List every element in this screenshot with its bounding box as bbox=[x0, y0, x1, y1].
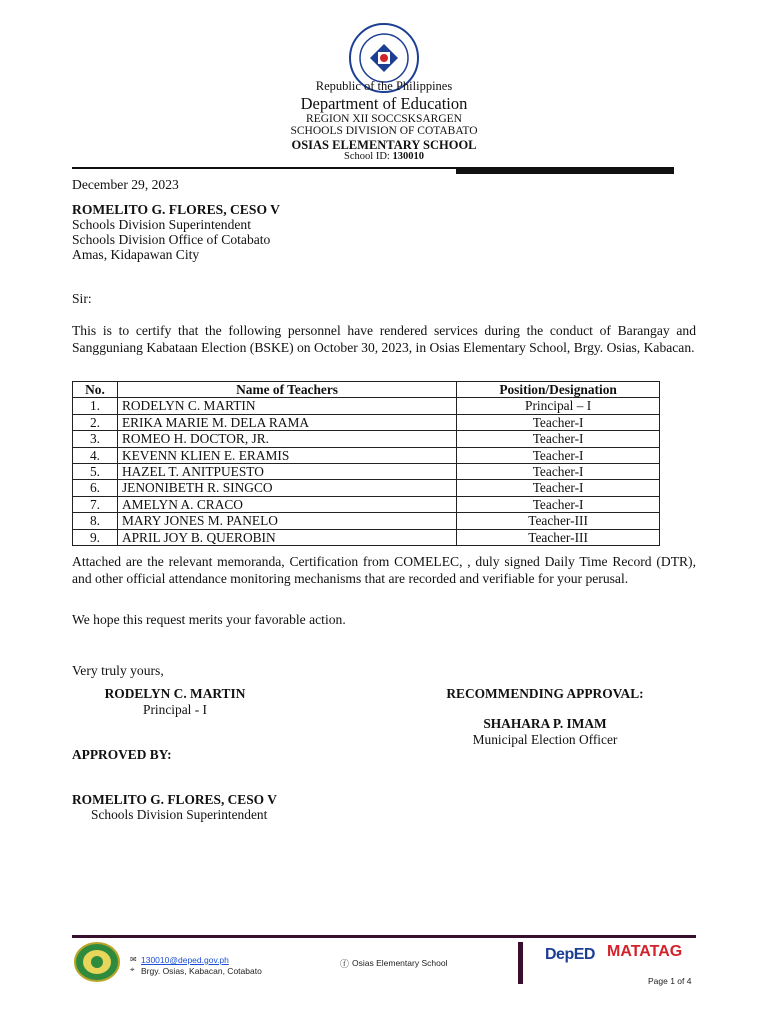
row-no: 2. bbox=[73, 414, 118, 430]
table-row bbox=[73, 447, 660, 463]
row-position: Teacher-III bbox=[457, 529, 660, 545]
salutation: Sir: bbox=[72, 291, 92, 306]
table-row bbox=[73, 513, 660, 529]
table-header-row bbox=[73, 382, 660, 398]
row-no: 6. bbox=[73, 480, 118, 496]
email-icon: ✉ bbox=[130, 955, 137, 964]
addressee-line-3: Amas, Kidapawan City bbox=[72, 247, 200, 262]
col-header-no: No. bbox=[73, 382, 118, 398]
row-name: RODELYN C. MARTIN bbox=[117, 398, 456, 414]
department-line: Department of Education bbox=[300, 94, 468, 113]
row-name: MARY JONES M. PANELO bbox=[117, 513, 456, 529]
approver-title: Schools Division Superintendent bbox=[91, 807, 268, 822]
school-id-value: 130010 bbox=[392, 151, 424, 162]
row-name: JENONIBETH R. SINGCO bbox=[117, 480, 456, 496]
recommender-title: Municipal Election Officer bbox=[472, 732, 618, 747]
approver-name: ROMELITO G. FLORES, CESO V bbox=[72, 792, 277, 807]
row-no: 4. bbox=[73, 447, 118, 463]
addressee-line-2: Schools Division Office of Cotabato bbox=[72, 232, 271, 247]
table-row bbox=[73, 480, 660, 496]
recommending-approval-label: RECOMMENDING APPROVAL: bbox=[446, 686, 644, 701]
col-header-position: Position/Designation bbox=[457, 382, 660, 398]
approved-by-label: APPROVED BY: bbox=[72, 747, 172, 762]
recommender-name: SHAHARA P. IMAM bbox=[483, 716, 607, 731]
school-name: OSIAS ELEMENTARY SCHOOL bbox=[291, 138, 477, 152]
row-no: 9. bbox=[73, 529, 118, 545]
deped-logo: DepED bbox=[545, 946, 595, 963]
row-no: 5. bbox=[73, 464, 118, 480]
school-logo bbox=[74, 942, 120, 982]
division-line: SCHOOLS DIVISION OF COTABATO bbox=[290, 125, 478, 137]
location-pin-icon: ⌖ bbox=[130, 965, 135, 974]
row-no: 8. bbox=[73, 513, 118, 529]
row-position: Teacher-I bbox=[457, 431, 660, 447]
republic-line: Republic of the Philippines bbox=[315, 79, 453, 93]
facebook-icon: ⓕ bbox=[340, 959, 350, 969]
school-id-line bbox=[0, 152, 768, 163]
row-name: KEVENN KLIEN E. ERAMIS bbox=[117, 447, 456, 463]
row-position: Principal – I bbox=[457, 398, 660, 414]
table-row bbox=[73, 414, 660, 430]
letter-date: December 29, 2023 bbox=[72, 177, 179, 192]
row-position: Teacher-I bbox=[457, 480, 660, 496]
email-link[interactable]: 130010@deped.gov.ph bbox=[141, 955, 229, 965]
row-name: HAZEL T. ANITPUESTO bbox=[117, 464, 456, 480]
school-id-label: School ID: bbox=[344, 151, 390, 162]
table-row bbox=[73, 464, 660, 480]
table-row bbox=[73, 529, 660, 545]
row-name: ROMEO H. DOCTOR, JR. bbox=[117, 431, 456, 447]
row-position: Teacher-I bbox=[457, 447, 660, 463]
closing-line: Very truly yours, bbox=[72, 663, 164, 678]
row-no: 3. bbox=[73, 431, 118, 447]
addressee-name: ROMELITO G. FLORES, CESO V bbox=[72, 202, 280, 217]
row-name: AMELYN A. CRACO bbox=[117, 496, 456, 512]
addressee-line-1: Schools Division Superintendent bbox=[72, 217, 251, 232]
row-name: ERIKA MARIE M. DELA RAMA bbox=[117, 414, 456, 430]
row-no: 1. bbox=[73, 398, 118, 414]
sender-name: RODELYN C. MARTIN bbox=[104, 686, 246, 701]
paragraph-request: We hope this request merits your favorable action. bbox=[72, 612, 346, 627]
row-position: Teacher-I bbox=[457, 464, 660, 480]
paragraph-certification: This is to certify that the following personnel have rendered services during the conduct of Barangay and Sangguniang Kabataan Election (BSKE) on October 30, 2023, in Osias Elementary School, Brgy. Osias, Kabacan. bbox=[72, 323, 696, 355]
table-row bbox=[73, 431, 660, 447]
matatag-logo: MATATAG bbox=[607, 943, 683, 960]
region-line: REGION XII SOCCSKSARGEN bbox=[306, 113, 462, 125]
col-header-name: Name of Teachers bbox=[117, 382, 456, 398]
header-rule-thick bbox=[456, 169, 674, 174]
table-row bbox=[73, 398, 660, 414]
row-name: APRIL JOY B. QUEROBIN bbox=[117, 529, 456, 545]
row-position: Teacher-I bbox=[457, 496, 660, 512]
facebook-page-label: Osias Elementary School bbox=[352, 958, 448, 968]
row-no: 7. bbox=[73, 496, 118, 512]
page-number: Page 1 of 4 bbox=[648, 976, 692, 986]
sender-title: Principal - I bbox=[143, 702, 207, 717]
personnel-table bbox=[72, 381, 660, 546]
footer-divider bbox=[518, 942, 523, 984]
table-row bbox=[73, 496, 660, 512]
row-position: Teacher-I bbox=[457, 414, 660, 430]
school-address: Brgy. Osias, Kabacan, Cotabato bbox=[141, 966, 262, 976]
footer-rule bbox=[72, 935, 696, 938]
row-position: Teacher-III bbox=[457, 513, 660, 529]
paragraph-attachments: Attached are the relevant memoranda, Certification from COMELEC, , duly signed Daily Time Record (DTR), and other official attendance monitoring mechanisms that are recorded and verifiable for your perusal. bbox=[72, 554, 696, 586]
